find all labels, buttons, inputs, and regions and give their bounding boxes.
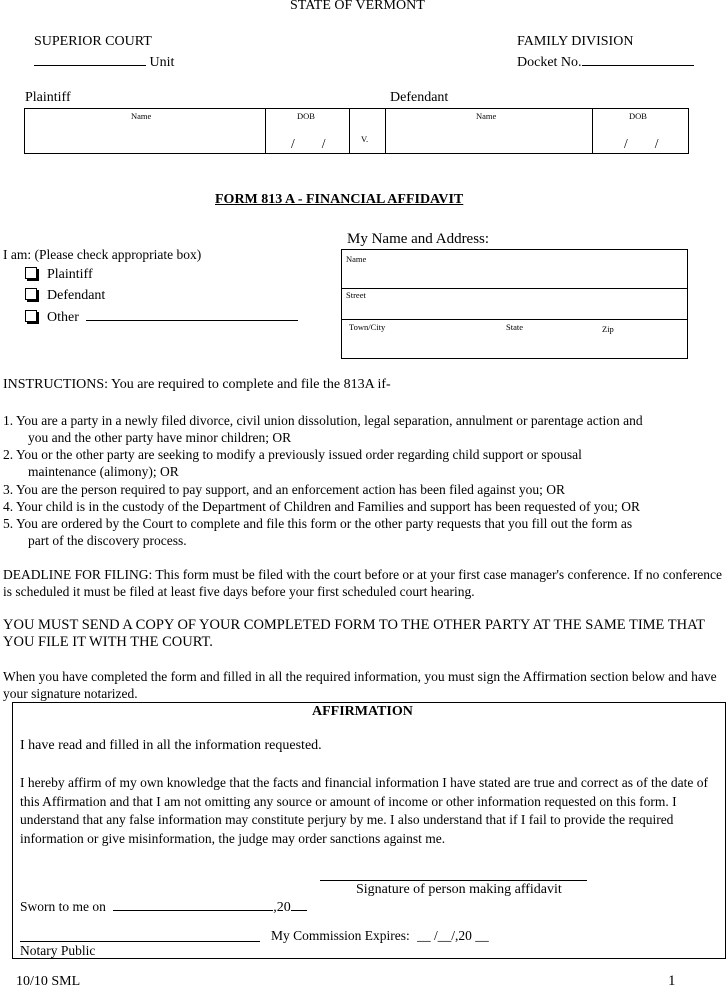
signature-label: Signature of person making affidavit — [356, 882, 562, 897]
checkbox-icon[interactable] — [25, 267, 37, 279]
instruction-item — [3, 498, 728, 515]
divider — [349, 108, 350, 154]
affirmation-statement: I hereby affirm of my own knowledge that the facts and financial information I have stated are true and correct as of the date of this Affirmation and that I am not omitting any source or amount of income or other information requested on this form. I understand that any false information may constitute perjury by me. I also understand that if I fail to provide the required information or give misinformation, the judge may order sanctions against me. — [20, 775, 708, 846]
instruction-item — [3, 515, 728, 549]
defendant-dob-col: DOB — [629, 111, 647, 121]
sworn-year-prefix: ,20 — [273, 900, 291, 915]
unit-field — [34, 53, 174, 71]
affirmation-read: I have read and filled in all the information requested. — [20, 738, 322, 753]
sign-notice: When you have completed the form and filled in all the required information, you must sign the Affirmation section below and have your signature notarized. — [3, 669, 717, 701]
address-street-label: Street — [346, 290, 366, 300]
instructions-intro: INSTRUCTIONS: You are required to complete and file the 813A if- — [3, 377, 391, 392]
docket-blank[interactable] — [582, 53, 694, 66]
signature-line[interactable] — [320, 880, 587, 881]
address-street-input[interactable] — [343, 298, 686, 318]
other-blank[interactable] — [86, 308, 298, 321]
role-option-label: Plaintiff — [47, 267, 93, 282]
instruction-line: maintenance (alimony); OR — [28, 464, 179, 479]
address-heading: My Name and Address: — [347, 231, 490, 247]
address-name-label: Name — [346, 254, 367, 264]
instruction-line: 5. You are ordered by the Court to complete and file this form or the other party requests that you fill out the form as — [3, 516, 633, 531]
notary-label: Notary Public — [20, 943, 96, 958]
page-number: 1 — [668, 973, 676, 989]
divider — [592, 108, 593, 154]
footer-code: 10/10 SML — [16, 974, 81, 989]
divider — [385, 108, 386, 154]
role-option-defendant[interactable] — [25, 288, 105, 304]
instruction-line: 4. Your child is in the custody of the Department of Children and Families and support has been requested of you; OR — [3, 499, 641, 514]
checkbox-icon[interactable] — [25, 288, 37, 300]
sworn-date-blank[interactable] — [113, 898, 273, 911]
checkbox-icon[interactable] — [25, 310, 37, 322]
unit-label: Unit — [149, 55, 175, 70]
sworn-year-blank[interactable] — [291, 898, 307, 911]
defendant-dob-input[interactable]: / / — [624, 136, 659, 151]
instruction-line: 3. You are the person required to pay support, and an enforcement action has been filed against you; OR — [3, 482, 565, 497]
address-town-input[interactable] — [343, 332, 686, 358]
commission-field — [271, 928, 489, 944]
plaintiff-name-input[interactable] — [26, 124, 264, 153]
commission-label: My Commission Expires: — [271, 928, 410, 943]
instruction-line: 2. You or the other party are seeking to modify a previously issued order regarding child support or spousal — [3, 447, 582, 462]
role-prompt: I am: (Please check appropriate box) — [3, 247, 202, 262]
address-zip-label: Zip — [602, 324, 614, 334]
versus-label: V. — [361, 134, 369, 144]
instruction-line: part of the discovery process. — [28, 533, 187, 548]
role-option-label: Defendant — [47, 288, 106, 303]
role-option-label: Other — [47, 310, 79, 325]
instruction-item — [3, 412, 728, 446]
deadline-notice: DEADLINE FOR FILING: This form must be filed with the court before or at your first case manager's conference. If no conference is scheduled it must be filed at least five days before your first scheduled court hearing. — [3, 567, 722, 599]
notary-line[interactable] — [20, 941, 260, 942]
docket-label: Docket No. — [517, 55, 582, 70]
plaintiff-dob-col: DOB — [297, 111, 315, 121]
copy-notice: YOU MUST SEND A COPY OF YOUR COMPLETED FORM TO THE OTHER PARTY AT THE SAME TIME THAT YOU FILE IT WITH THE COURT. — [3, 617, 705, 650]
role-option-plaintiff[interactable] — [25, 267, 93, 283]
defendant-name-input[interactable] — [389, 124, 591, 153]
commission-date[interactable]: __ /__/,20 __ — [417, 928, 489, 943]
sworn-field — [20, 898, 307, 916]
address-state-label: State — [506, 322, 523, 332]
affirmation-title: AFFIRMATION — [312, 704, 413, 719]
divider — [341, 288, 688, 289]
plaintiff-dob-input[interactable]: / / — [291, 136, 326, 151]
address-name-input[interactable] — [343, 262, 686, 287]
divider — [265, 108, 266, 154]
sworn-label: Sworn to me on — [20, 899, 106, 914]
address-town-label: Town/City — [349, 322, 386, 332]
plaintiff-label: Plaintiff — [25, 90, 71, 105]
form-title: FORM 813 A - FINANCIAL AFFIDAVIT — [215, 192, 464, 207]
state-heading: STATE OF VERMONT — [290, 0, 425, 13]
unit-blank[interactable] — [34, 53, 146, 66]
division-name: FAMILY DIVISION — [517, 34, 634, 49]
instruction-item — [3, 481, 728, 498]
docket-field — [517, 53, 694, 71]
defendant-name-col: Name — [476, 111, 497, 121]
plaintiff-name-col: Name — [131, 111, 152, 121]
defendant-label: Defendant — [390, 90, 449, 105]
role-option-other[interactable] — [25, 308, 298, 326]
divider — [341, 319, 688, 320]
instruction-line: you and the other party have minor children; OR — [28, 430, 292, 445]
instruction-item — [3, 446, 728, 480]
instruction-line: 1. You are a party in a newly filed divorce, civil union dissolution, legal separation, annulment or parentage action and — [3, 413, 643, 428]
court-name: SUPERIOR COURT — [34, 34, 152, 49]
